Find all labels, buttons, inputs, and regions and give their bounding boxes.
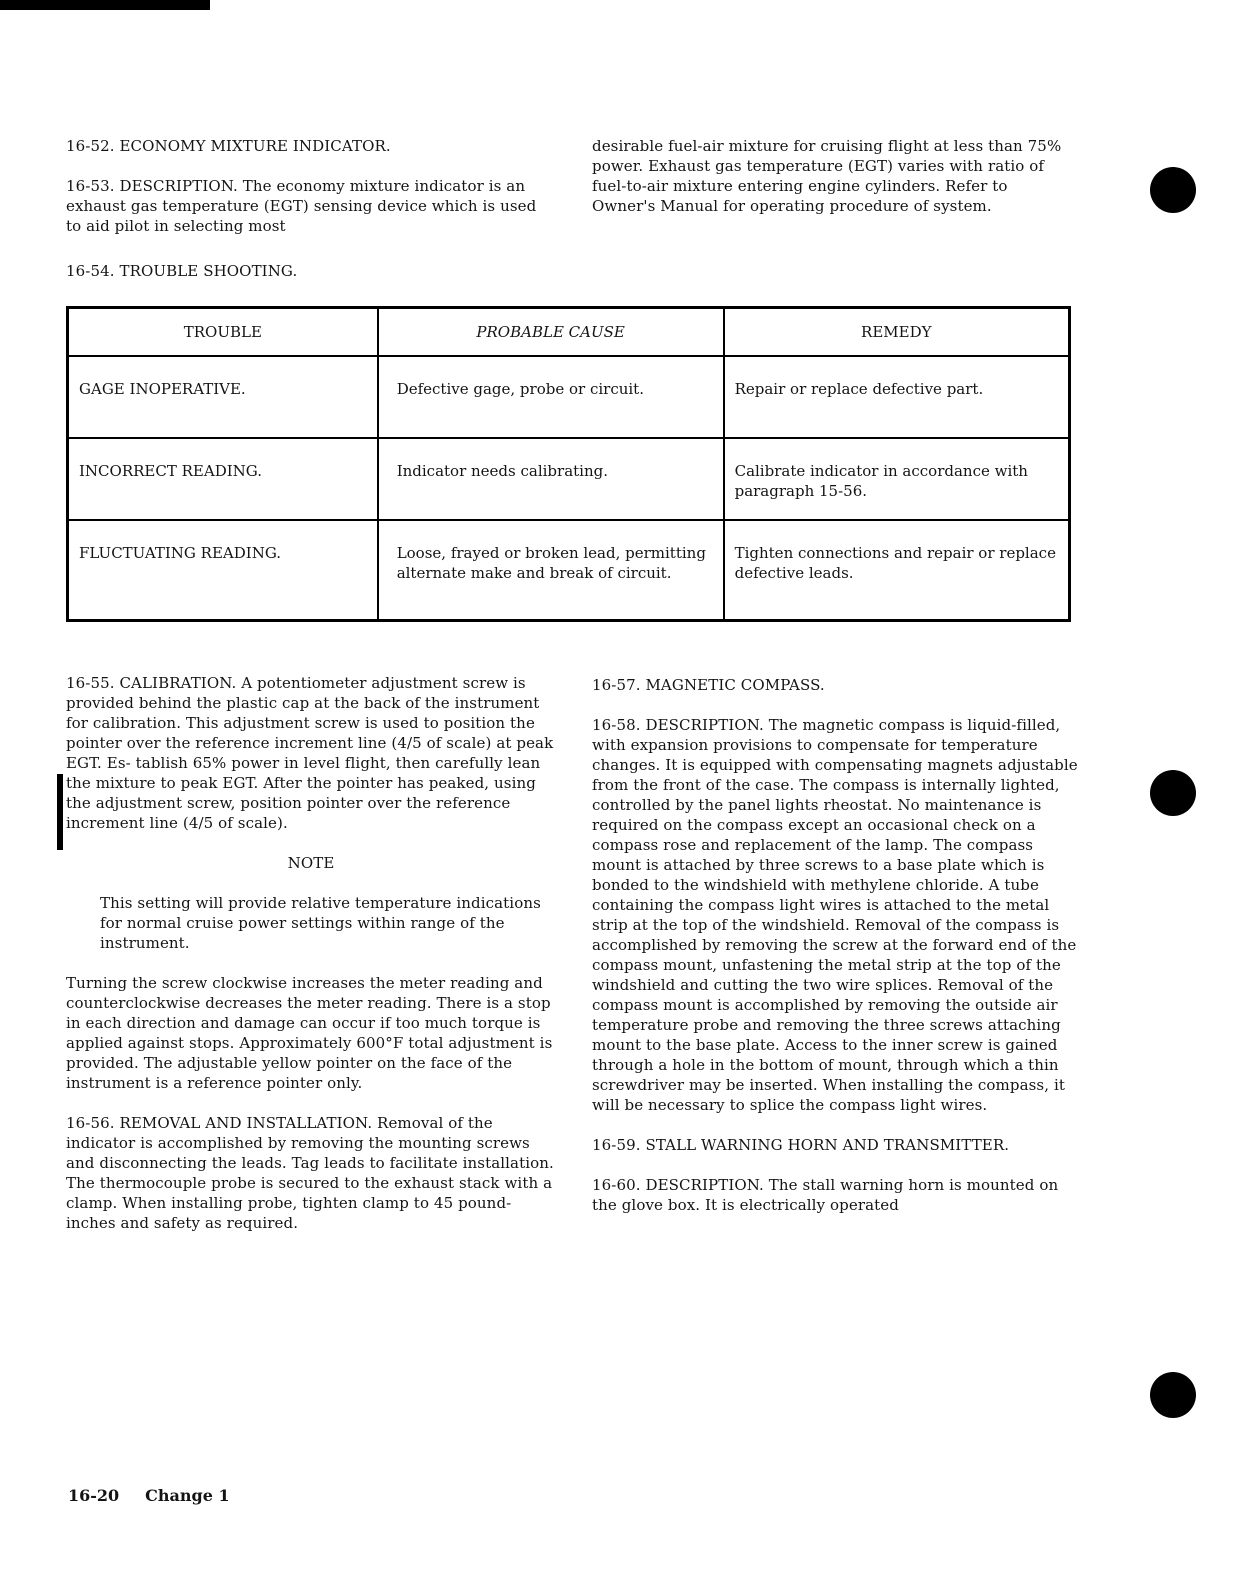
cell-remedy: Calibrate indicator in accordance with paragraph 15-56. <box>724 438 1070 520</box>
cell-trouble: GAGE INOPERATIVE. <box>68 356 378 438</box>
punch-hole-bottom <box>1150 1372 1196 1418</box>
revision-change-bar <box>57 774 63 850</box>
section-16-53-text: 16-53. DESCRIPTION. The economy mixture indicator is an exhaust gas temperature (EGT) sensing device which is used to aid pilot in selecting most <box>66 177 537 235</box>
top-left-column <box>66 136 544 236</box>
cell-remedy: Tighten connections and repair or replace defective leads. <box>724 520 1070 621</box>
bottom-right-column <box>592 675 1086 1215</box>
header-trouble: TROUBLE <box>68 308 378 357</box>
page-number: 16-20 <box>68 1486 120 1505</box>
scan-edge-bar <box>0 0 210 10</box>
note-title: NOTE <box>287 854 335 872</box>
page-footer <box>68 1486 256 1505</box>
section-16-60-description: 16-60. DESCRIPTION. The stall warning horn is mounted on the glove box. It is electrically operated <box>592 1176 1059 1214</box>
punch-hole-top <box>1150 167 1196 213</box>
table-header-row <box>68 308 1070 357</box>
cell-remedy: Repair or replace defective part. <box>724 356 1070 438</box>
table-row <box>68 520 1070 621</box>
cell-cause: Defective gage, probe or circuit. <box>378 356 724 438</box>
section-16-55-part-b: tablish 65% power in level flight, then carefully lean the mixture to peak EGT. After the pointer has peaked, using the adjustment screw, position pointer over the reference increment line (4/5 of scale). <box>66 754 541 832</box>
section-16-55-continued: Turning the screw clockwise increases the meter reading and counterclockwise decreases the meter reading. There is a stop in each direction and damage can occur if too much torque is applied against stops. Approximately 600°F total adjustment is provided. The adjustable yellow pointer on the face of the instrument is a reference pointer only. <box>66 974 553 1092</box>
table-row <box>68 356 1070 438</box>
bottom-left-column <box>66 673 556 1233</box>
cell-cause: Loose, frayed or broken lead, permitting alternate make and break of circuit. <box>378 520 724 621</box>
section-16-54-heading-block <box>66 261 666 281</box>
punch-hole-middle <box>1150 770 1196 816</box>
section-16-55-part-a: 16-55. CALIBRATION. A potentiometer adjustment screw is provided behind the plastic cap at the back of the instrument for calibration. This adjustment screw is used to position the pointer over the reference increment line (4/5 of scale) at peak EGT. Es- <box>66 674 554 772</box>
header-remedy: REMEDY <box>724 308 1070 357</box>
cell-cause: Indicator needs calibrating. <box>378 438 724 520</box>
section-16-54-heading: 16-54. TROUBLE SHOOTING. <box>66 262 298 280</box>
section-16-56-removal: 16-56. REMOVAL AND INSTALLATION. Removal of the indicator is accomplished by removing the mounting screws and disconnecting the leads. Tag leads to facilitate installation. The thermocouple probe is secured to the exhaust stack with a clamp. When installing probe, tighten clamp to 45 pound-inches and safety as required. <box>66 1114 554 1232</box>
section-16-57-heading: 16-57. MAGNETIC COMPASS. <box>592 676 825 694</box>
cell-trouble: FLUCTUATING READING. <box>68 520 378 621</box>
change-label: Change 1 <box>145 1486 230 1505</box>
section-16-52-heading: 16-52. ECONOMY MIXTURE INDICATOR. <box>66 137 391 155</box>
section-16-59-heading: 16-59. STALL WARNING HORN AND TRANSMITTER. <box>592 1136 1010 1154</box>
section-16-58-description: 16-58. DESCRIPTION. The magnetic compass is liquid-filled, with expansion provisions to compensate for temperature changes. It is equipped with compensating magnets adjustable from the front of the case. The compass is internally lighted, controlled by the panel lights rheostat. No maintenance is required on the compass except an occasional check on a compass rose and replacement of the lamp. The compass mount is attached by three screws to a base plate which is bonded to the windshield with methylene chloride. A tube containing the compass light wires is attached to the metal strip at the top of the windshield. Removal of the compass is accomplished by removing the screw at the forward end of the compass mount, unfastening the metal strip at the top of the windshield and cutting the two wire splices. Removal of the compass mount is accomplished by removing the outside air temperature probe and removing the three screws attaching mount to the base plate. Access to the inner screw is gained through a hole in the bottom of mount, through which a thin screwdriver may be inserted. When installing the compass, it will be necessary to splice the compass light wires. <box>592 716 1078 1114</box>
note-body: This setting will provide relative temperature indications for normal cruise power settings within range of the instrument. <box>100 894 541 952</box>
troubleshooting-table <box>66 306 1071 622</box>
table-row <box>68 438 1070 520</box>
cell-trouble: INCORRECT READING. <box>68 438 378 520</box>
section-16-55-calibration <box>66 673 556 833</box>
header-probable-cause: PROBABLE CAUSE <box>378 308 724 357</box>
top-right-column <box>592 136 1072 216</box>
section-16-53-continued: desirable fuel-air mixture for cruising flight at less than 75% power. Exhaust gas temperature (EGT) varies with ratio of fuel-to-air mixture entering engine cylinders. Refer to Owner's Manual for operating procedure of system. <box>592 137 1062 215</box>
